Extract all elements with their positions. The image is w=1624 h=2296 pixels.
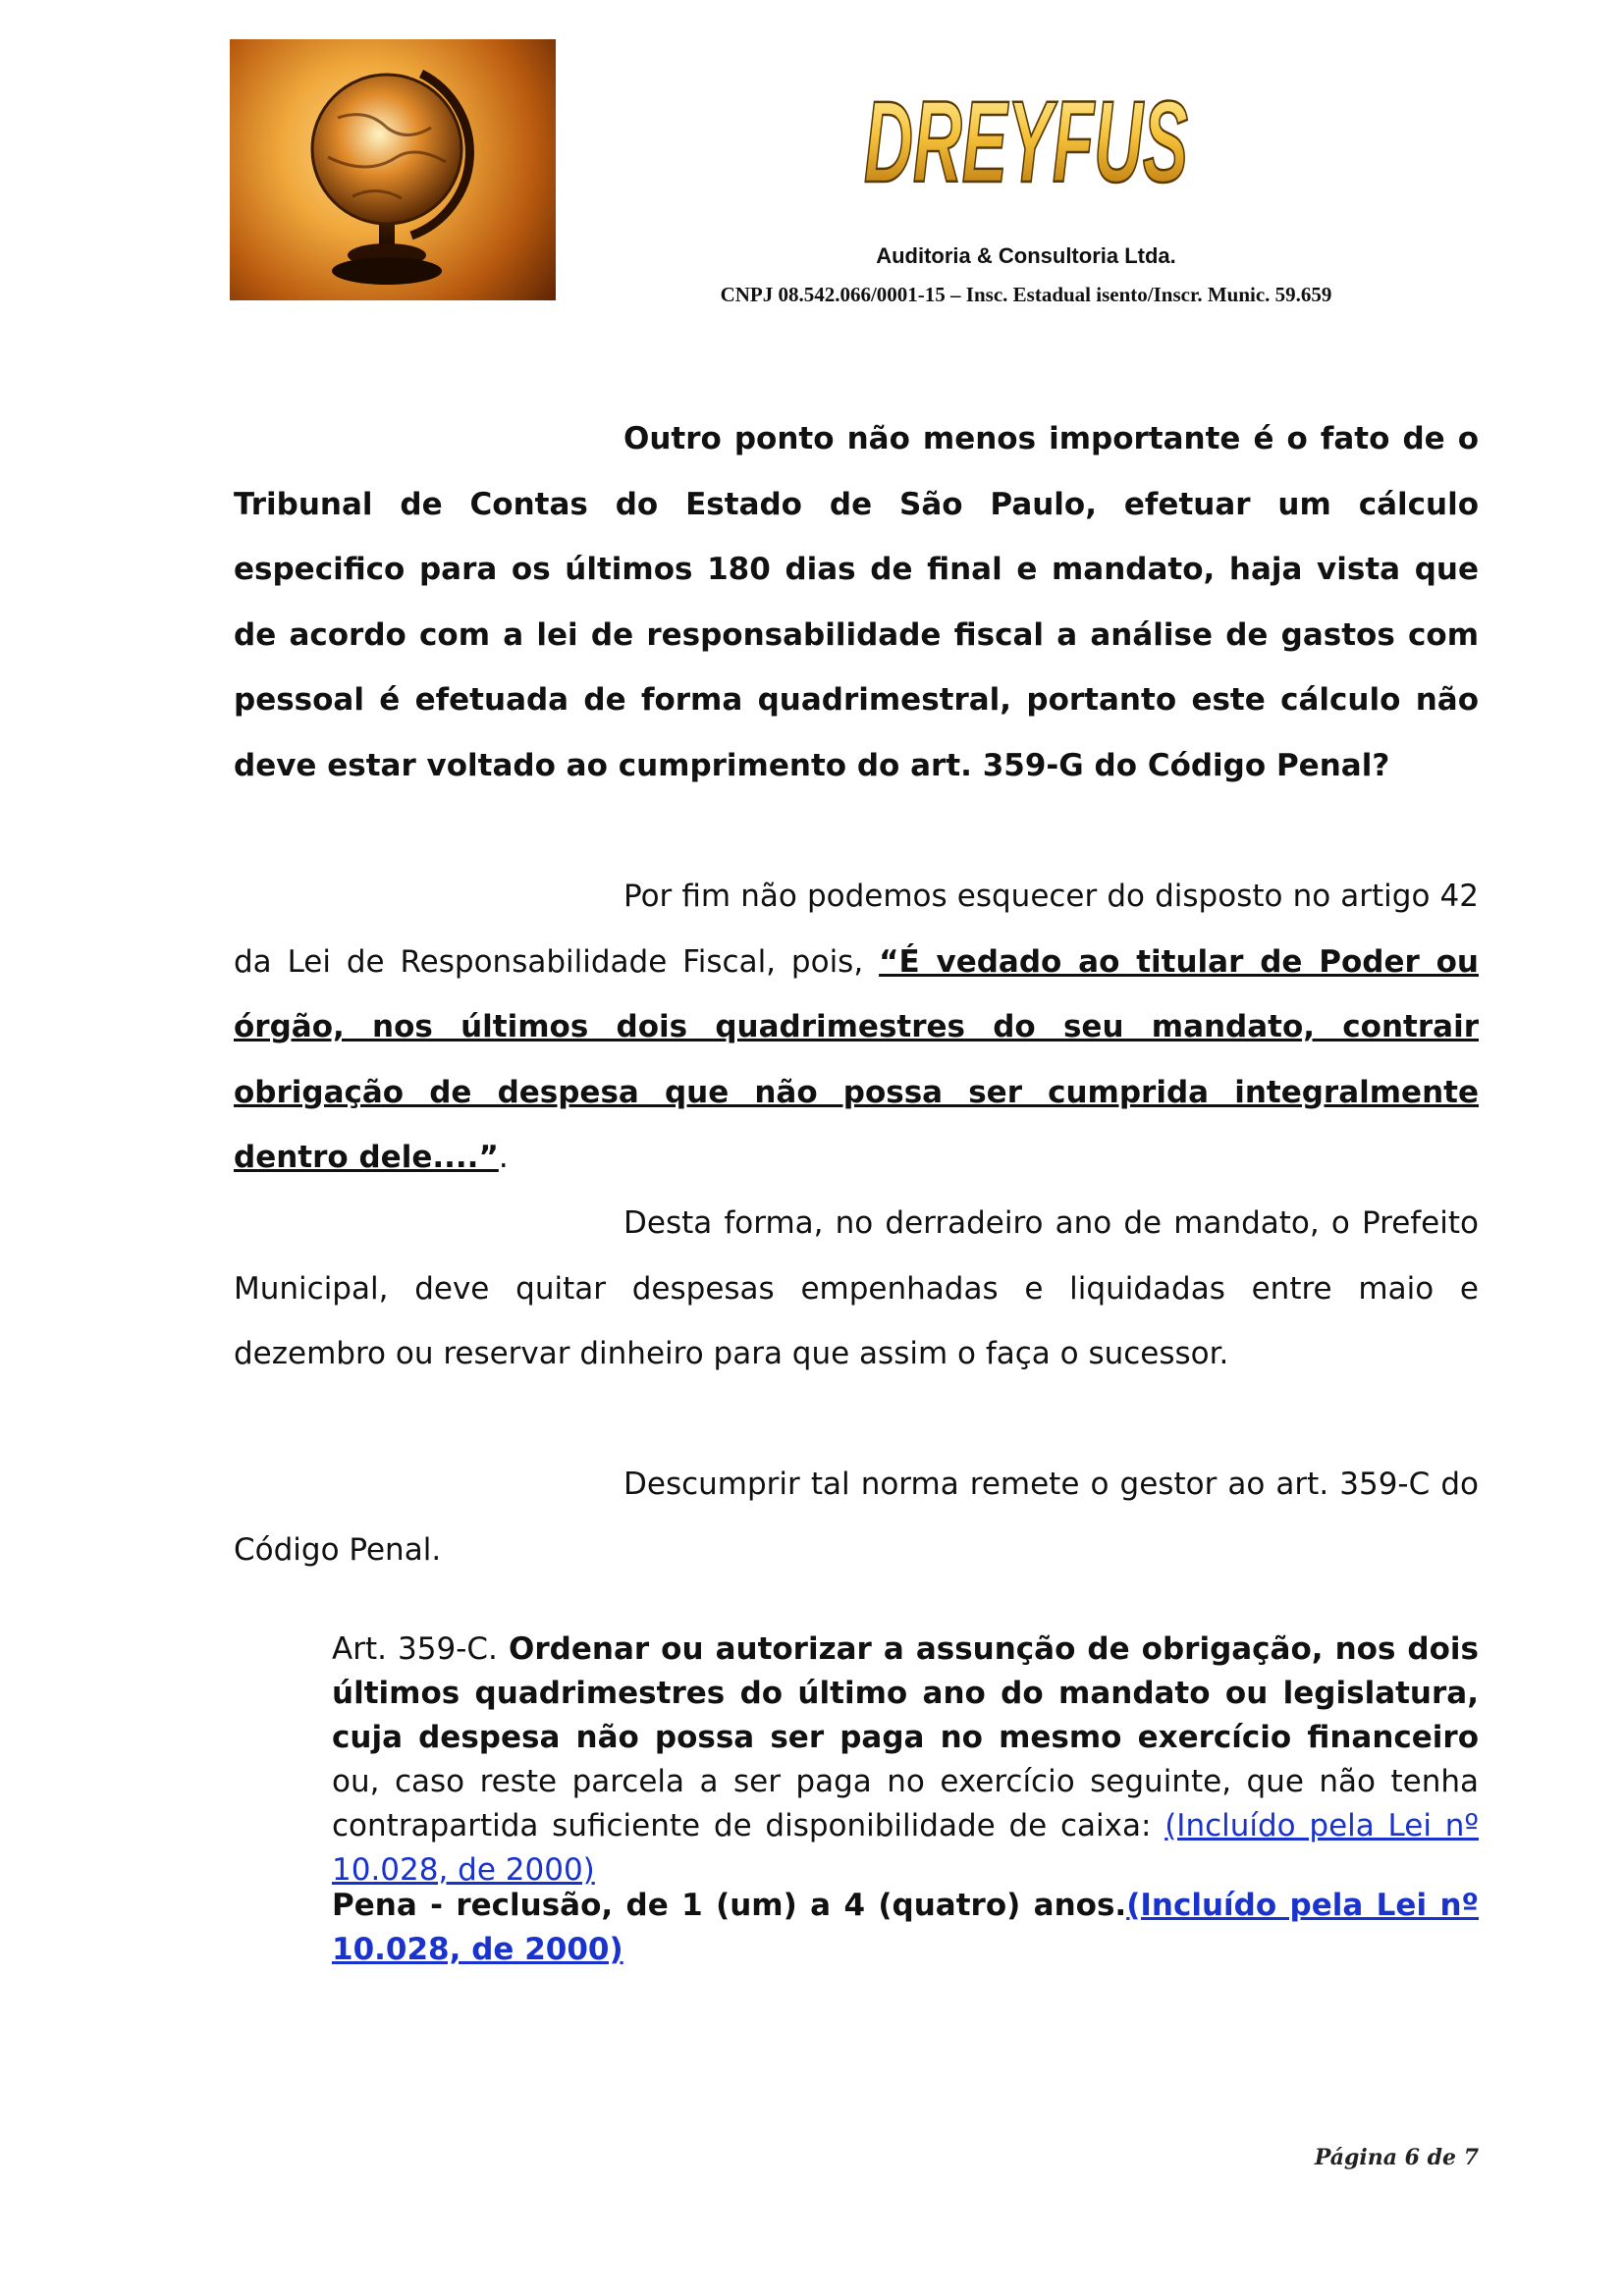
article-label: Art. 359-C. <box>332 1631 510 1667</box>
paragraph-2-intro: Por fim não podemos esquecer do disposto no artigo 42 da Lei de Responsabilidade Fiscal, pois, <box>234 879 1479 980</box>
company-name: Auditoria & Consultoria Ltda. <box>876 243 1176 268</box>
brand-logo <box>854 59 1198 216</box>
brand-logo-text: DREYFUS <box>864 78 1188 207</box>
article-bold-text: Ordenar ou autorizar a assunção de obrigação, nos dois últimos quadrimestres do último ano do mandato ou legislatura, cuja despesa não possa ser paga no mesmo exercício financeiro <box>332 1631 1479 1755</box>
article-rest-text: ou, caso reste parcela a ser paga no exercício seguinte, que não tenha contrapartida suficiente de disponibilidade de caixa: <box>332 1764 1479 1843</box>
lrf-quote: “É vedado ao titular de Poder ou órgão, nos últimos dois quadrimestres do seu mandato, contrair obrigação de despesa que não possa ser cumprida integralmente dentro dele....” <box>234 943 1479 1175</box>
paragraph-1: Outro ponto não menos importante é o fato de o Tribunal de Contas do Estado de São Paulo, efetuar um cálculo especifico para os últimos 180 dias de final e mandato, haja vista que de acordo com a lei de responsabilidade fiscal a análise de gastos com pessoal é efetuada de forma quadrimestral, portanto este cálculo não deve estar voltado ao cumprimento do art. 359-G do Código Penal? <box>234 421 1479 783</box>
penalty-citation <box>332 1884 1479 1972</box>
globe-on-stand-icon <box>230 39 556 300</box>
paragraph-2-end: . <box>498 1140 509 1175</box>
paragraph-4: Descumprir tal norma remete o gestor ao art. 359-C do Código Penal. <box>234 1467 1479 1568</box>
penalty-text: Pena - reclusão, de 1 (um) a 4 (quatro) anos. <box>332 1888 1127 1923</box>
paragraph-3: Desta forma, no derradeiro ano de mandato, o Prefeito Municipal, deve quitar despesas empenhadas e liquidadas entre maio e dezembro ou reservar dinheiro para que assim o faça o sucessor. <box>234 1205 1479 1371</box>
article-law-link[interactable]: (Incluído pela Lei nº 10.028, de 2000) <box>332 1808 1479 1888</box>
company-registration: CNPJ 08.542.066/0001-15 – Insc. Estadual isento/Inscr. Munic. 59.659 <box>720 283 1332 306</box>
page-number: Página 6 de 7 <box>1314 2145 1479 2170</box>
article-citation <box>332 1628 1479 1893</box>
paragraph-2 <box>234 864 1479 1191</box>
penalty-law-link[interactable]: (Incluído pela Lei nº 10.028, de 2000) <box>332 1888 1479 1967</box>
